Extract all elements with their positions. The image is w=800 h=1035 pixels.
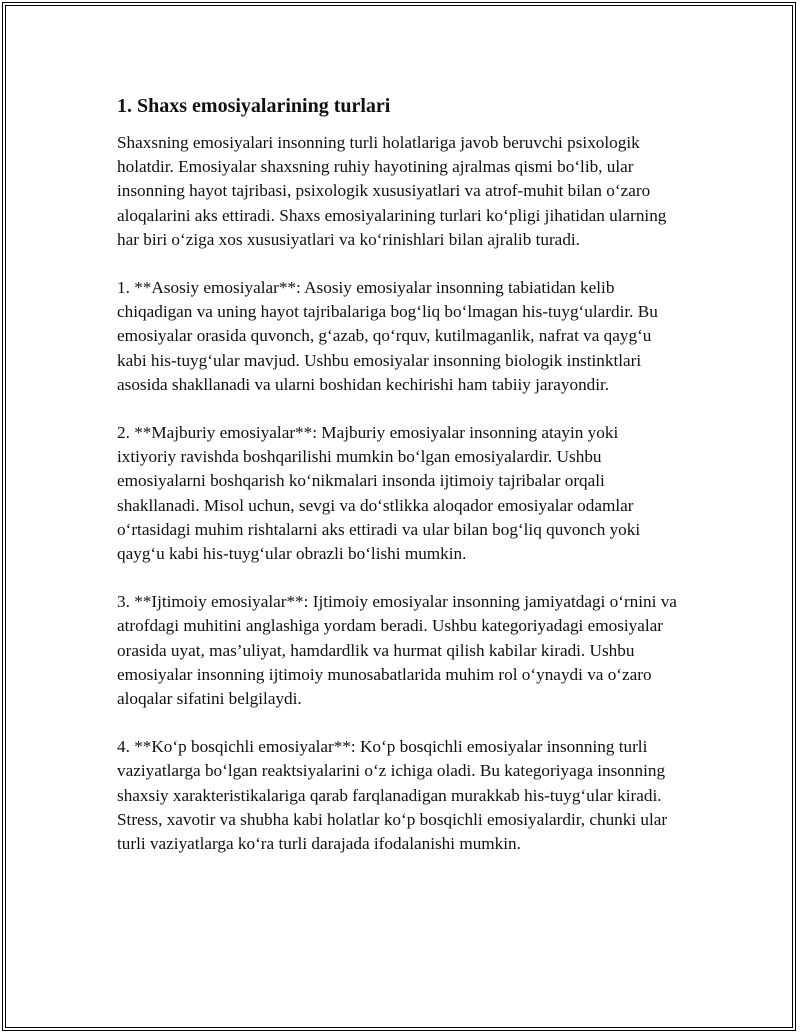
- section-heading: 1. Shaxs emosiyalarining turlari: [117, 95, 391, 117]
- paragraph-multistage-emotions: 4. **Ko‘p bosqichli emosiyalar**: Ko‘p bosqichli emosiyalar insonning turli vaziyatlarga bo‘lgan reaktsiyalarini o‘z ichiga oladi. Bu kategoriyaga insonning shaxsiy xarakteristikalariga qarab farqlanadigan murakkab his-tuyg‘ular kiradi. Stress, xavotir va shubha kabi holatlar ko‘p bosqichli emosiyalardir, chunki ular turli vaziyatlarga ko‘ra turli darajada ifodalanishi mumkin.: [117, 737, 668, 854]
- intro-paragraph: Shaxsning emosiyalari insonning turli holatlariga javob beruvchi psixologik holatdir. Emosiyalar shaxsning ruhiy hayotining ajralmas qismi bo‘lib, ular insonning hayot tajribasi, psixologik xususiyatlari va atrof-muhit bilan o‘zaro aloqalarini aks ettiradi. Shaxs emosiyalarining turlari ko‘pligi jihatidan ularning har biri o‘ziga xos xususiyatlari va ko‘rinishlari bilan ajralib turadi.: [117, 133, 667, 249]
- paragraph-mandatory-emotions: 2. **Majburiy emosiyalar**: Majburiy emosiyalar insonning atayin yoki ixtiyoriy ravishda boshqarilishi mumkin bo‘lgan emosiyalardir. Ushbu emosiyalarni boshqarish ko‘nikmalari insonda ijtimoiy tajribalar orqali shakllanadi. Misol uchun, sevgi va do‘stlikka aloqador emosiyalar odamlar o‘rtasidagi muhim rishtalarni aks ettiradi va ular bilan bog‘liq quvonch yoki qayg‘u kabi his-tuyg‘ular obrazli bo‘lishi mumkin.: [117, 423, 641, 564]
- paragraph-social-emotions: 3. **Ijtimoiy emosiyalar**: Ijtimoiy emosiyalar insonning jamiyatdagi o‘rnini va atrofdagi muhitini anglashiga yordam beradi. Ushbu kategoriyadagi emosiyalar orasida uyat, mas’uliyat, hamdardlik va hurmat qilish kabilar kiradi. Ushbu emosiyalar insonning ijtimoiy munosabatlarida muhim rol o‘ynaydi va o‘zaro aloqalar sifatini belgilaydi.: [117, 592, 677, 709]
- paragraph-basic-emotions: 1. **Asosiy emosiyalar**: Asosiy emosiyalar insonning tabiatidan kelib chiqadigan va uning hayot tajribalariga bog‘liq bo‘lmagan his-tuyg‘ulardir. Bu emosiyalar orasida quvonch, g‘azab, qo‘rquv, kutilmaganlik, nafrat va qayg‘u kabi his-tuyg‘ular mavjud. Ushbu emosiyalar insonning biologik instinktlari asosida shakllanadi va ularni boshidan kechirishi ham tabiiy jarayondir.: [117, 278, 658, 394]
- document-body: [117, 93, 677, 880]
